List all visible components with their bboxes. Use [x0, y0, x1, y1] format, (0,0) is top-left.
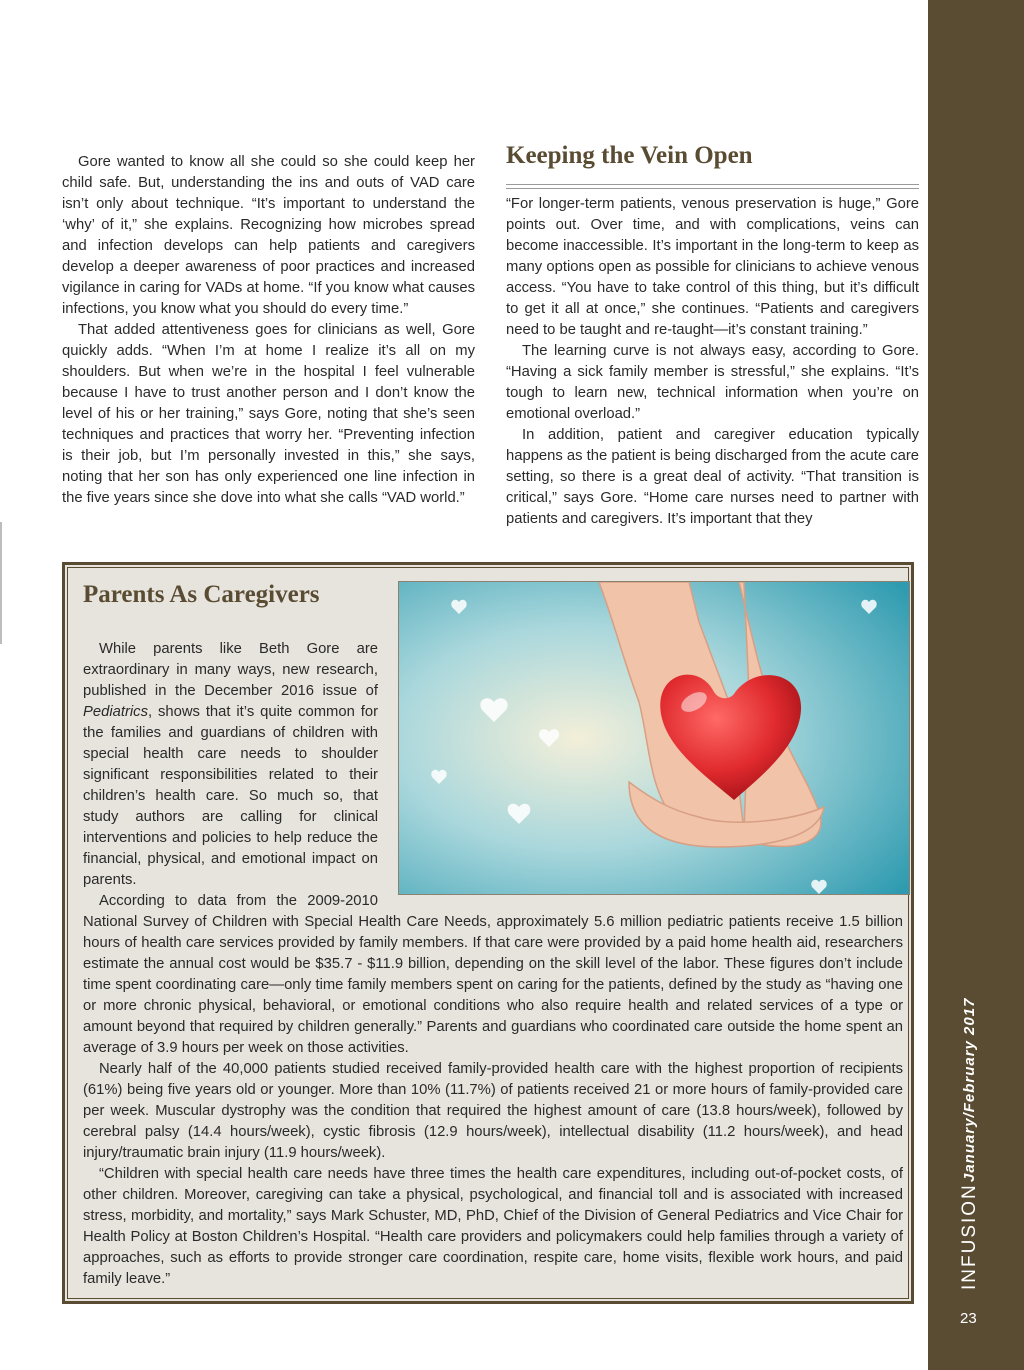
heading-rule-bottom [506, 188, 919, 189]
left-paragraph-1: Gore wanted to know all she could so she could keep her child safe. But, understanding the ins and outs of VAD care isn’t only about technique. “It’s important to understand the ‘why’ of it,” she explains. Recognizing how microbes spread and infection develops can help patients and caregivers develop a deeper awareness of poor practices and increased vigilance in caring for VADs at home. “If you know what causes infections, you know what you should do every time.” [62, 154, 475, 317]
sidebar-paragraph-4: “Children with special health care needs have three times the health care expenditures, including out-of-pocket costs, of other children. Moreover, caregiving can take a physical, psychological, and financial toll and is associated with increased stress, morbidity, and mortality,” says Mark Schuster, MD, PhD, Chief of the Division of General Pediatrics and Vice Chair for Health Policy at Boston Children’s Hospital. “Health care providers and policymakers could help families through a variety of approaches, such as efforts to provide stronger care coordination, respite care, home visits, flexible work hours, and paid family leave.” [83, 1166, 903, 1287]
right-paragraph-2: The learning curve is not always easy, according to Gore. “Having a sick family member is stressful,” she explains. “It’s tough to learn new, technical information when you’re on emotional overload.” [506, 343, 919, 422]
right-article-column [506, 194, 919, 530]
sidebar-paragraph-2: According to data from the 2009-2010 National Survey of Children with Special Health Care Needs, approximately 5.6 million pediatric patients receive 1.5 billion hours of health care services provided by family members. If that care were provided by a paid home health aid, researchers estimate the annual cost would be $35.7 - $11.9 billion, depending on the skill level of the labor. These figures don’t include time spent coordinating care—only time family members spent on caring for the patients, defined by the study as “having one or more chronic physical, behavioral, or emotional conditions who also require health and related services of a type or amount beyond that required by children generally.” Parents and guardians who coordinated care outside the home spent an average of 3.9 hours per week on those activities. [83, 893, 903, 1056]
right-paragraph-3: In addition, patient and caregiver education typically happens as the patient is being discharged from the acute care setting, so there is a great deal of activity. “That transition is critical,” says Gore. “Home care nurses need to partner with patients and caregivers. It’s important that they [506, 427, 919, 527]
photo-text-wrap-spacer [378, 639, 903, 901]
issue-date: January/February 2017 [961, 997, 978, 1182]
section-heading-keeping-vein-open: Keeping the Vein Open [506, 142, 753, 169]
running-footer-vertical [935, 997, 1015, 1294]
sidebar-p1-text-a: While parents like Beth Gore are extraordinary in many ways, new research, published in the December 2016 issue of [83, 641, 378, 699]
sidebar-body-text [83, 639, 903, 1290]
page-margin-mark [0, 522, 2, 644]
sidebar-heading: Parents As Caregivers [83, 581, 320, 608]
left-paragraph-2: That added attentiveness goes for clinicians as well, Gore quickly adds. “When I’m at home I realize it’s all on my shoulders. But when we’re in the hospital I feel vulnerable because I have to trust another person and I don’t know the level of his or her training,” says Gore, noting that she’s seen techniques and practices that worry her. “Preventing infection is their job, but I’m personally invested in this,” she says, noting that her son has only experienced one line infection in the five years since she dove into what she calls “VAD world.” [62, 322, 475, 506]
heading-rule-top [506, 184, 919, 185]
sidebar-p1-text-b: , shows that it’s quite common for the families and guardians of children with special health care needs to shoulder significant responsibilities related to their children’s health care. So much so, that study authors are calling for clinical interventions and policies to help reduce the financial, physical, and emotional impact on parents. [83, 704, 378, 888]
page-number: 23 [960, 1310, 977, 1327]
right-paragraph-1: “For longer-term patients, venous preservation is huge,” Gore points out. Over time, and with complications, veins can become inaccessible. It’s important in the long-term to keep as many options open as possible for clinicians to achieve venous access. “You have to take control of this thing, but it’s difficult to get it all at once,” she continues. “Patients and caregivers need to be taught and re-taught—it’s constant training.” [506, 196, 919, 338]
left-article-column [62, 152, 475, 509]
journal-name-italic: Pediatrics [83, 704, 148, 720]
magazine-brand: INFUSION [959, 1183, 980, 1290]
sidebar-paragraph-3: Nearly half of the 40,000 patients studied received family-provided health care with the highest proportion of recipients (61%) being five years old or younger. More than 10% (11.7%) of patients received 21 or more hours of family-provided care per week. Muscular dystrophy was the condition that required the highest amount of care (13.8 hours/week), followed by cerebral palsy (14.4 hours/week), cystic fibrosis (12.9 hours/week), intellectual disability (11.2 hours/week), and head injury/traumatic brain injury (11.9 hours/week). [83, 1061, 903, 1161]
sidebar-box-parents-caregivers [62, 562, 914, 1304]
